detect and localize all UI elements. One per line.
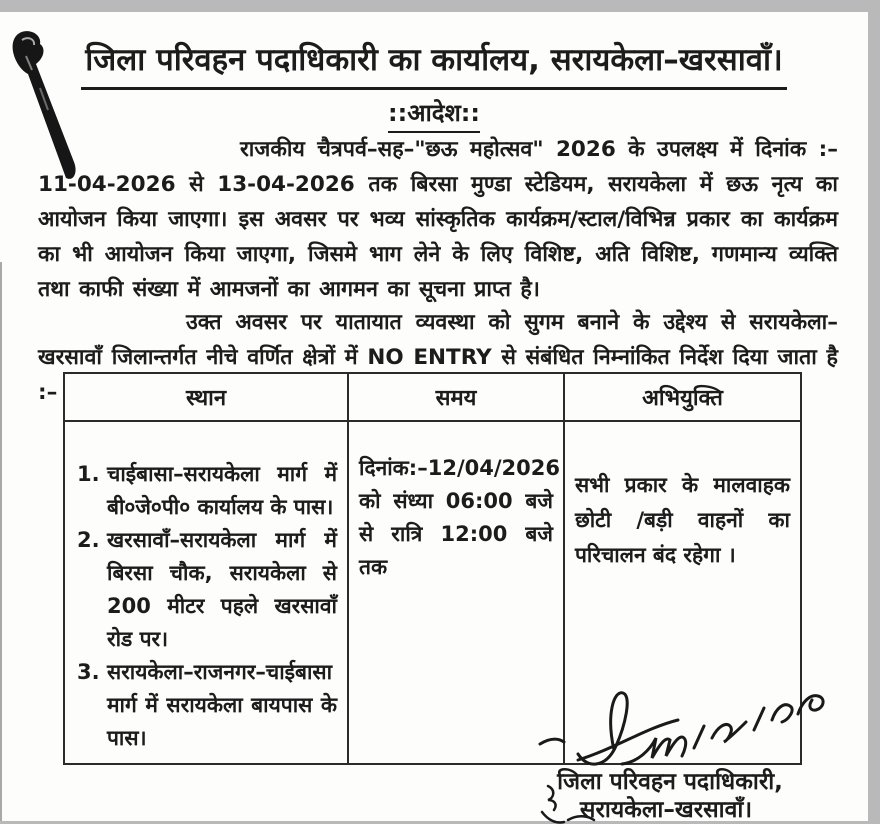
location-item-2: खरसावाँ–सरायकेला मार्ग में बिरसा चौक, सरायकेला से 200 मीटर पहले खरसावाँ रोड पर।	[107, 528, 337, 651]
no-entry-text: NO ENTRY	[367, 345, 492, 370]
date-label: दिनांक:–	[359, 456, 428, 480]
signatory-district: सरायकेला–खरसावाँ।	[579, 797, 753, 823]
signature-block	[500, 684, 840, 821]
column-header-time: समय	[348, 373, 564, 421]
scan-edge-line	[0, 262, 2, 821]
column-header-remark: अभियुक्ति	[564, 373, 801, 421]
paragraph-event-notice: राजकीय चैत्रपर्व–सह–"छऊ महोत्सव" 2026 के उपलक्ष्य में दिनांक :– 11-04-2026 से 13-04-2026 तक बिरसा मुण्डा स्टेडियम, सरायकेला में छऊ नृत्य का आयोजन किया जाएगा। इस अवसर पर भव्य सांस्कृतिक कार्यक्रम/स्टाल/विभिन्न प्रकार का कार्यक्रम का भी आयोजन किया जाएगा, जिसमे भाग लेने के लिए विशिष्ट, अति विशिष्ट, गणमान्य व्यक्ति तथा काफी संख्या में आमजनों का आगमन का सूचना प्राप्त है।	[38, 137, 838, 302]
location-item-1: चाईबासा–सरायकेला मार्ग में बी०जे०पी० कार्यालय के पास।	[107, 462, 337, 519]
paragraph-no-entry-directive: उक्त अवसर पर यातायात व्यवस्था को सुगम बनाने के उद्देश्य से सरायकेला–खरसावाँ जिलान्तर्गत नीचे वर्णित क्षेत्रों में NO ENTRY से संबंधित निम्नांकित निर्देश दिया जाता है :–	[38, 310, 838, 405]
page-title	[0, 38, 868, 90]
date-value: 12/04/2026	[427, 456, 560, 480]
scanned-document-page	[0, 12, 868, 821]
signatory-designation: जिला परिवहन पदाधिकारी,	[557, 769, 783, 795]
handwritten-signature-icon	[526, 686, 836, 772]
location-cell	[64, 421, 348, 764]
signature-extra-scrawl-icon	[534, 782, 614, 824]
time-date-line	[359, 452, 560, 485]
order-heading: ::आदेश::	[0, 96, 868, 133]
table-header-row	[64, 373, 801, 421]
column-header-location: स्थान	[64, 373, 348, 421]
time-range-text: को संध्या 06:00 बजे से रात्रि 12:00 बजे तक	[359, 489, 553, 579]
location-item-3: सरायकेला–राजनगर–चाईबासा मार्ग में सरायकेला बायपास के पास।	[107, 660, 337, 750]
remark-text: सभी प्रकार के मालवाहक छोटी /बड़ी वाहनों का परिचालन बंद रहेगा ।	[575, 473, 790, 567]
location-list	[75, 458, 337, 755]
page-title-text: जिला परिवहन पदाधिकारी का कार्यालय, सरायकेला–खरसावाँ।	[81, 38, 787, 90]
